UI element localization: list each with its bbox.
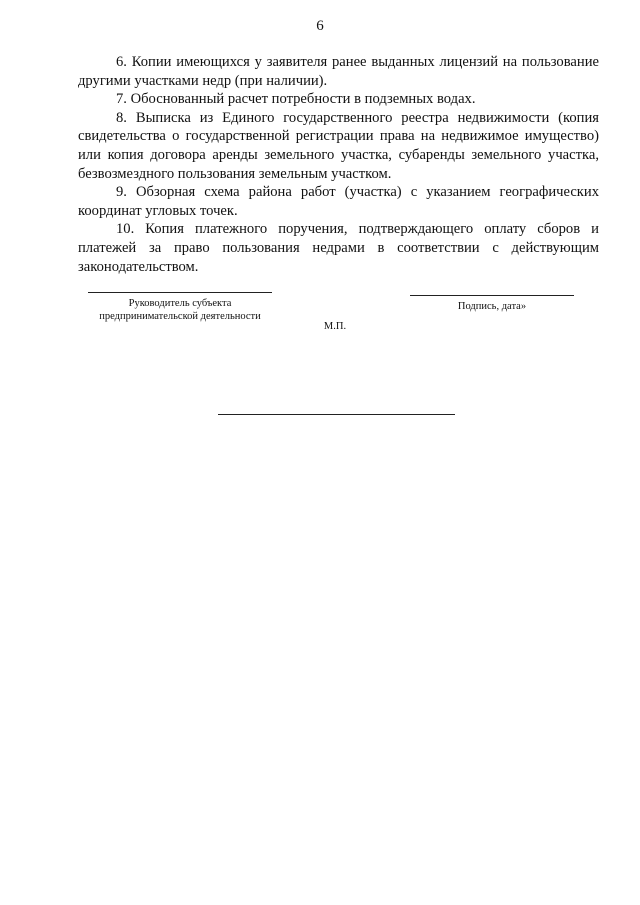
signature-date-label: Подпись, дата» xyxy=(457,301,527,312)
list-item-6: 6. Копии имеющихся у заявителя ранее выданных лицензий на пользование другими участками недр (при наличии). xyxy=(78,54,599,89)
list-item-8: 8. Выписка из Единого государственного реестра недвижимости (копия свидетельства о государственной регистрации права на недвижимое имущество) или копия договора аренды земельного участка, субаренды земельного участка, безвозмездного пользования земельным участком. xyxy=(78,109,599,182)
list-item-10: 10. Копия платежного поручения, подтверждающего оплату сборов и платежей за право пользования недрами в соответствии с действующим законодательством. xyxy=(78,221,599,275)
signatory-label: Руководитель субъекта предпринимательской деятельности xyxy=(99,298,261,322)
stamp-placeholder: М.П. xyxy=(323,321,347,332)
list-item-7: 7. Обоснованный расчет потребности в подземных водах. xyxy=(116,91,476,108)
page-number: 6 xyxy=(316,18,324,34)
document-body xyxy=(78,53,599,276)
signature-date-block xyxy=(410,295,574,313)
list-item-9: 9. Обзорная схема района работ (участка) с указанием географических координат угловых точек. xyxy=(78,184,599,219)
closing-separator-line xyxy=(218,414,455,415)
signatory-block xyxy=(88,292,272,323)
signature-date-line xyxy=(410,295,574,296)
signatory-line xyxy=(88,292,272,293)
